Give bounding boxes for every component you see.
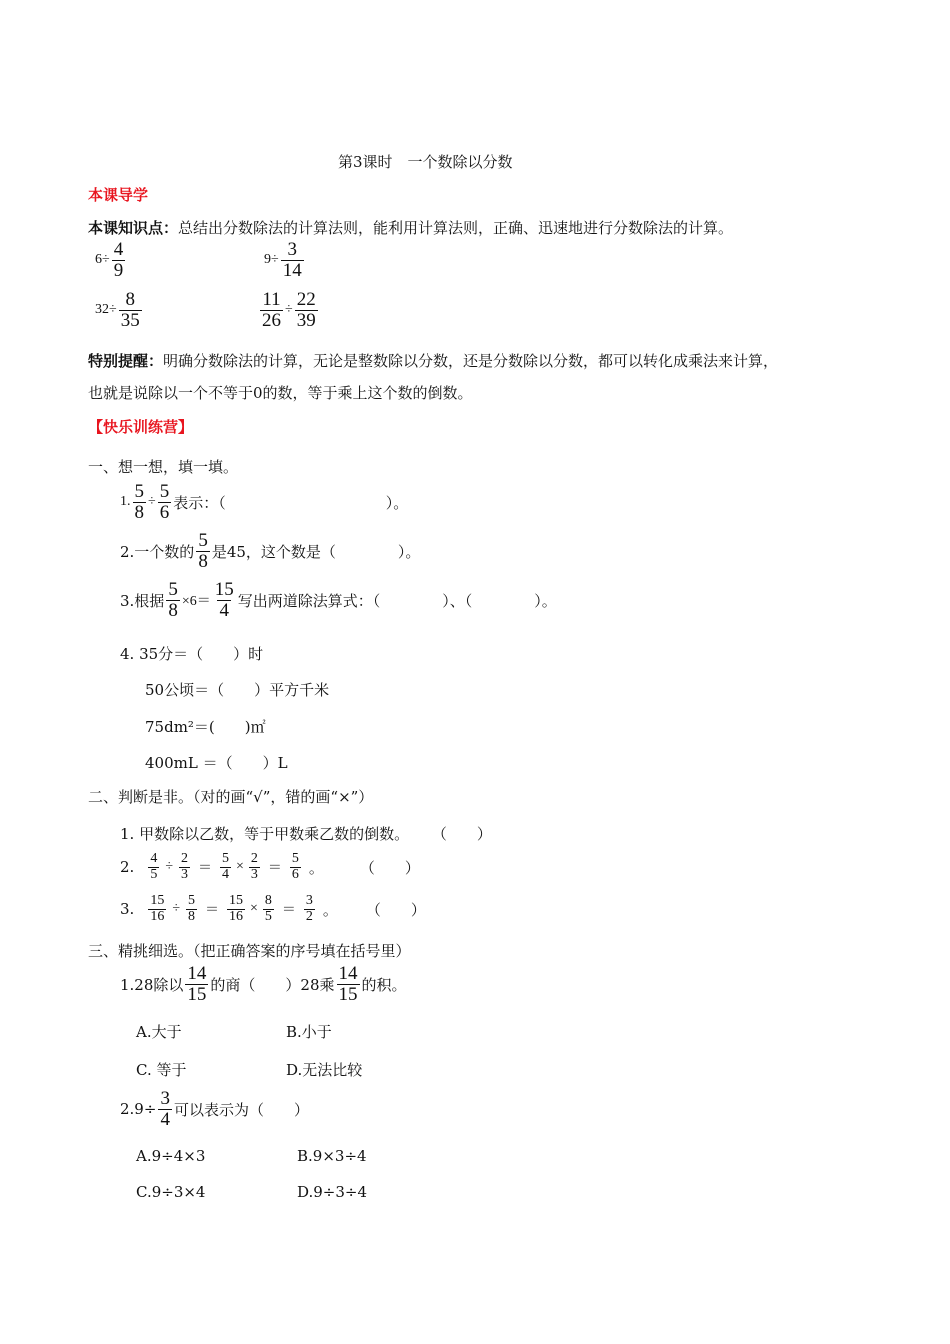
camp-heading: 【快乐训练营】: [88, 418, 194, 436]
fraction: $\frac{2}{3}$: [250, 851, 258, 882]
fraction: $\frac{14}{15}$: [338, 963, 358, 1005]
example-2: 9÷ $\frac{3}{14}$: [264, 239, 302, 281]
s1-question-4c: 75dm²＝( )㎡: [145, 718, 266, 736]
s2-question-2: 2. $\frac{4}{5}$ ÷ $\frac{2}{3}$ ＝ $\frac{5}{4}$ × $\frac{2}{3}$ ＝ $\frac{5}{6}$ 。 （ ）: [120, 851, 420, 882]
s1-question-1: 1. $\frac{5}{8}$ ÷ $\frac{5}{6}$ 表示：（ ）。: [120, 481, 409, 523]
fraction: $\frac{5}{6}$: [291, 851, 299, 882]
example-1: 6÷ $\frac{4}{9}$: [95, 239, 124, 281]
s1-question-3: 3.根据 $\frac{5}{8}$ ×6＝ $\frac{15}{4}$ 写出两道除法算式：（ ）、（ ）。: [120, 579, 557, 621]
fraction: $\frac{5}{4}$: [222, 851, 229, 882]
example-3: 32÷ $\frac{8}{35}$: [95, 289, 140, 331]
option-c[interactable]: C.9÷3×4: [136, 1183, 206, 1201]
answer-paren[interactable]: （ ）: [365, 900, 426, 919]
fraction: $\frac{3}{2}$: [305, 893, 313, 924]
answer-paren[interactable]: （ ）: [431, 825, 492, 843]
reminder-label: 特别提醒：: [88, 352, 164, 370]
fraction: $\frac{15}{4}$: [214, 579, 234, 621]
option-c[interactable]: C. 等于: [136, 1061, 187, 1079]
option-a[interactable]: A.9÷4×3: [136, 1147, 206, 1165]
fraction: $\frac{8}{35}$: [120, 289, 140, 331]
fraction: $\frac{5}{6}$: [159, 481, 170, 523]
s3-question-2: 2.9÷ $\frac{3}{4}$ 可以表示为（ ）: [120, 1088, 309, 1130]
fraction: $\frac{4}{5}$: [150, 851, 158, 882]
knowledge-label: 本课知识点：: [88, 219, 179, 237]
fraction: $\frac{3}{4}$: [160, 1088, 170, 1130]
fraction: $\frac{5}{8}$: [188, 893, 195, 924]
knowledge-line: [88, 217, 733, 238]
fraction: $\frac{5}{8}$: [168, 579, 178, 621]
s2-question-1: 1. 甲数除以乙数，等于甲数乘乙数的倒数。 （ ）: [120, 825, 492, 843]
fraction: $\frac{8}{5}$: [264, 893, 272, 924]
option-b[interactable]: B.小于: [286, 1023, 332, 1041]
fraction: $\frac{22}{39}$: [296, 289, 316, 331]
option-d[interactable]: D.无法比较: [286, 1061, 363, 1079]
fraction: $\frac{4}{9}$: [113, 239, 124, 281]
s2-question-3: 3. $\frac{15}{16}$ ÷ $\frac{5}{8}$ ＝ $\frac{15}{16}$ × $\frac{8}{5}$ ＝ $\frac{3}{2}$ 。 （ ）: [120, 893, 426, 924]
s1-question-4d: 400mL ＝（ ）L: [145, 754, 288, 772]
fraction: $\frac{5}{8}$: [198, 530, 208, 572]
fraction: $\frac{5}{8}$: [134, 481, 144, 523]
page-title: 第3课时 一个数除以分数: [338, 153, 513, 171]
example-4: $\frac{11}{26}$ ÷ $\frac{22}{39}$: [262, 289, 316, 331]
guide-heading: 本课导学: [88, 186, 149, 204]
fraction: $\frac{11}{26}$: [262, 289, 281, 331]
reminder-line-2: 也就是说除以一个不等于0的数，等于乘上这个数的倒数。: [88, 384, 473, 402]
fraction: $\frac{15}{16}$: [229, 893, 243, 924]
s1-question-2: 2.一个数的 $\frac{5}{8}$ 是45，这个数是（ ）。: [120, 530, 421, 572]
option-b[interactable]: B.9×3÷4: [297, 1147, 367, 1165]
fraction: $\frac{14}{15}$: [187, 963, 207, 1005]
answer-paren[interactable]: （ ）: [359, 858, 420, 877]
section-3-heading: 三、精挑细选。（把正确答案的序号填在括号里）: [88, 942, 411, 960]
fraction: $\frac{15}{16}$: [150, 893, 165, 924]
fraction: $\frac{2}{3}$: [181, 851, 188, 882]
knowledge-text: 总结出分数除法的计算法则，能利用计算法则，正确、迅速地进行分数除法的计算。: [178, 219, 734, 237]
s3-question-1: 1.28除以 $\frac{14}{15}$ 的商（ ）28乘 $\frac{14}{15}$ 的积。: [120, 963, 407, 1005]
s1-question-4b: 50公顷＝（ ）平方千米: [145, 681, 330, 699]
section-1-heading: 一、想一想，填一填。: [88, 458, 239, 476]
s1-question-4a: 4. 35分＝（ ）时: [120, 645, 264, 663]
option-d[interactable]: D.9÷3÷4: [297, 1183, 368, 1201]
option-a[interactable]: A.大于: [136, 1023, 182, 1041]
reminder-line-1: 特别提醒：明确分数除法的计算，无论是整数除以分数，还是分数除以分数，都可以转化成乘法来计算，: [88, 352, 779, 370]
fraction: $\frac{3}{14}$: [282, 239, 302, 281]
section-2-heading: 二、判断是非。（对的画“√”，错的画“×”）: [88, 788, 374, 806]
